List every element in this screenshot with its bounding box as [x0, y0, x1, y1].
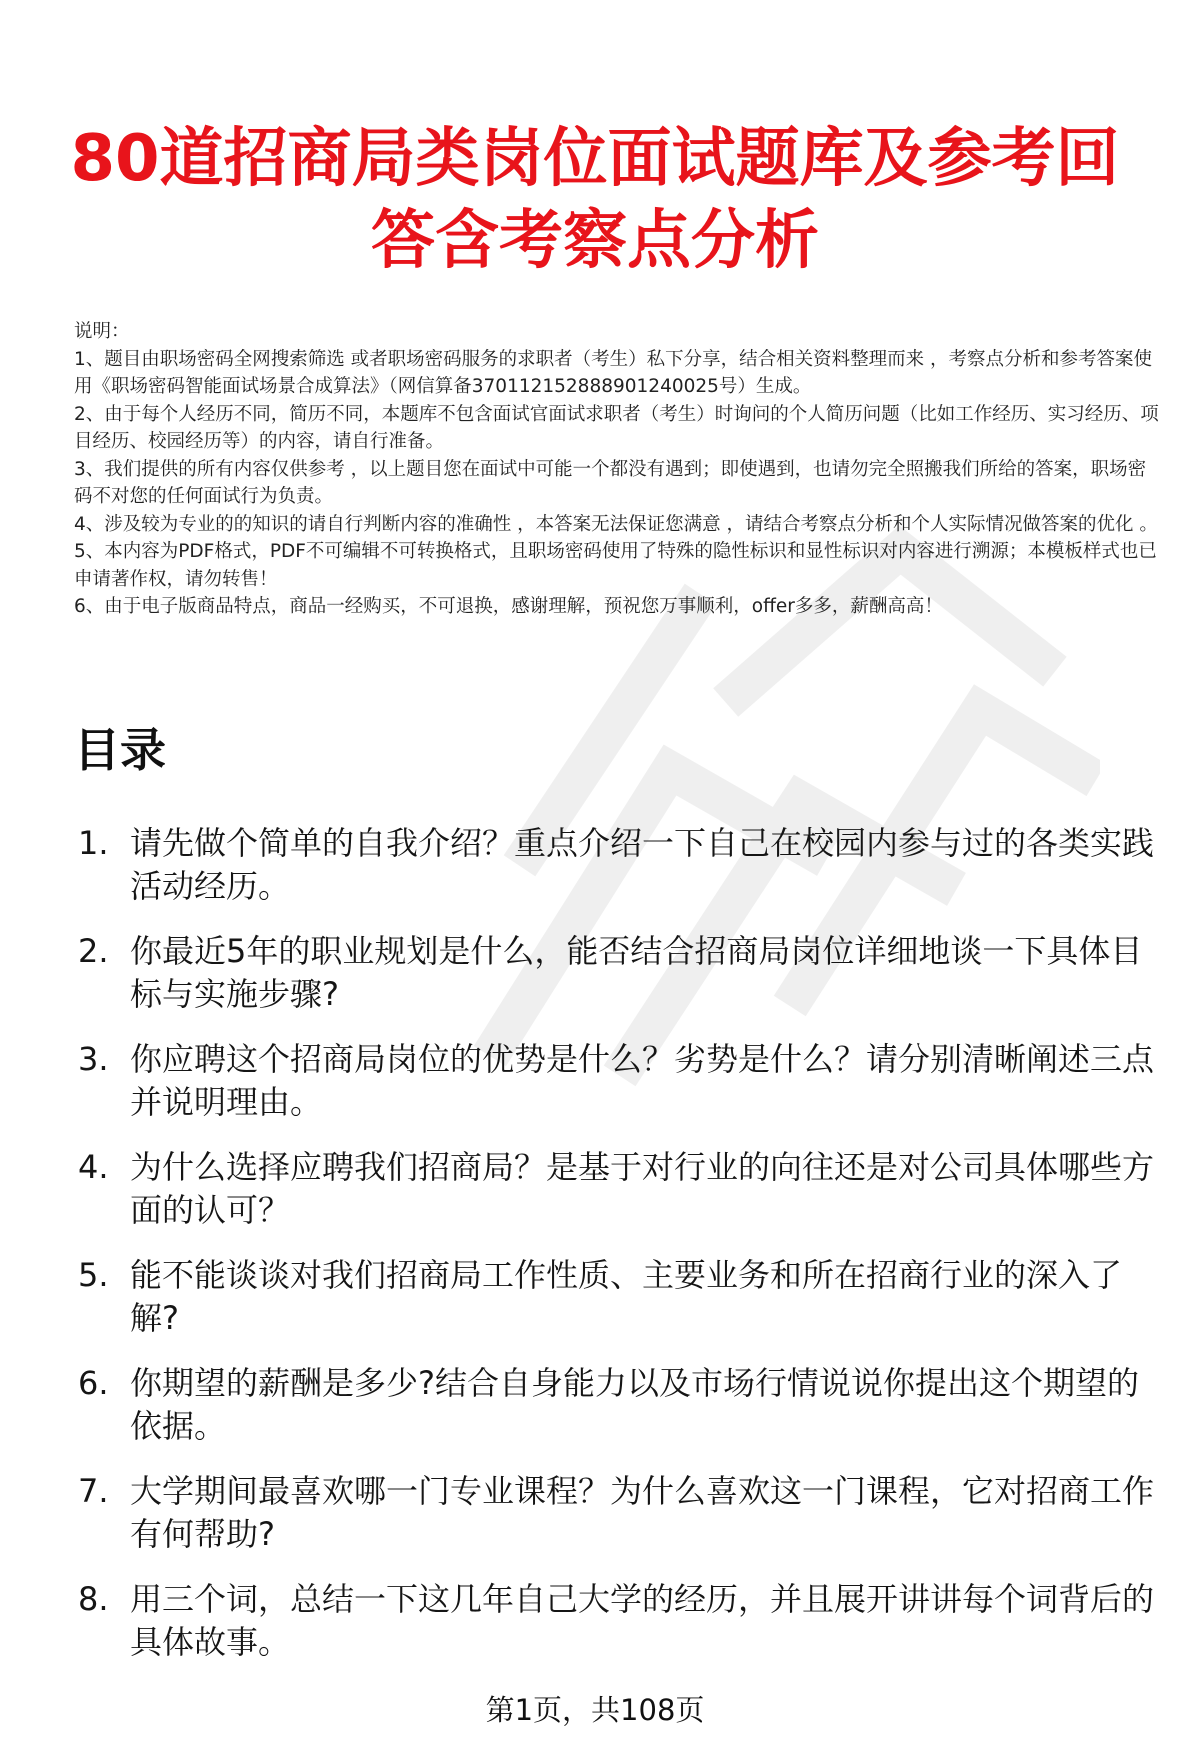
- instructions-heading: 说明：: [74, 321, 130, 342]
- toc-item-text: 你最近5年的职业规划是什么，能否结合招商局岗位详细地谈一下具体目标与实施步骤?: [130, 932, 1143, 1013]
- instruction-item: 3、我们提供的所有内容仅供参考 ，以上题目您在面试中可能一个都没有遇到；即使遇到，也请勿完全照搬我们所给的答案，职场密码不对您的任何面试行为负责。: [74, 458, 1147, 507]
- table-of-contents-list: [78, 822, 1168, 1686]
- toc-item-number: 7.: [78, 1472, 109, 1510]
- toc-item-text: 请先做个简单的自我介绍？重点介绍一下自己在校园内参与过的各类实践活动经历。: [130, 824, 1155, 905]
- toc-item-number: 6.: [78, 1364, 109, 1402]
- toc-item-text: 为什么选择应聘我们招商局？是基于对行业的向往还是对公司具体哪些方面的认可？: [130, 1148, 1155, 1229]
- instruction-item: 5、本内容为PDF格式，PDF不可编辑不可转换格式，且职场密码使用了特殊的隐性标识和显性标识对内容进行溯源；本模板样式也已申请著作权，请勿转售！: [74, 541, 1157, 590]
- toc-item-text: 你期望的薪酬是多少?结合自身能力以及市场行情说说你提出这个期望的依据。: [130, 1364, 1139, 1445]
- toc-item[interactable]: [78, 1578, 1168, 1664]
- toc-item[interactable]: [78, 822, 1168, 908]
- toc-item-text: 用三个词，总结一下这几年自己大学的经历，并且展开讲讲每个词背后的具体故事。: [130, 1580, 1155, 1661]
- table-of-contents-heading: 目录: [74, 723, 166, 777]
- toc-item-number: 5.: [78, 1256, 109, 1294]
- toc-item-number: 1.: [78, 824, 109, 862]
- toc-item[interactable]: [78, 1362, 1168, 1448]
- instruction-item: 4、涉及较为专业的的知识的请自行判断内容的准确性 ，本答案无法保证您满意 ，请结合考察点分析和个人实际情况做答案的优化 。: [74, 513, 1158, 535]
- toc-item-text: 你应聘这个招商局岗位的优势是什么？劣势是什么？请分别清晰阐述三点并说明理由。: [130, 1040, 1155, 1121]
- toc-item-text: 能不能谈谈对我们招商局工作性质、主要业务和所在招商行业的深入了解?: [130, 1256, 1123, 1337]
- toc-item[interactable]: [78, 930, 1168, 1016]
- toc-item[interactable]: [78, 1254, 1168, 1340]
- toc-item[interactable]: [78, 1038, 1168, 1124]
- toc-item-number: 3.: [78, 1040, 109, 1078]
- toc-item-number: 2.: [78, 932, 109, 970]
- instruction-item: 1、题目由职场密码全网搜索筛选 或者职场密码服务的求职者（考生）私下分享，结合相关资料整理而来 ，考察点分析和参考答案使用《职场密码智能面试场景合成算法》（网信算备370112152888901240025号）生成。: [74, 348, 1153, 397]
- toc-item[interactable]: [78, 1146, 1168, 1232]
- toc-item-text: 大学期间最喜欢哪一门专业课程？为什么喜欢这一门课程，它对招商工作有何帮助?: [130, 1472, 1155, 1553]
- instruction-item: 6、由于电子版商品特点，商品一经购买，不可退换，感谢理解，预祝您万事顺利，offer多多，薪酬高高！: [74, 596, 943, 617]
- document-title: 80道招商局类岗位面试题库及参考回答含考察点分析: [70, 122, 1120, 278]
- page-number-footer: 第1页，共108页: [485, 1693, 705, 1727]
- toc-item-number: 8.: [78, 1580, 109, 1618]
- instruction-item: 2、由于每个人经历不同，简历不同，本题库不包含面试官面试求职者（考生）时询问的个人简历问题（比如工作经历、实习经历、项目经历、校园经历等）的内容，请自行准备。: [74, 403, 1159, 452]
- toc-item-number: 4.: [78, 1148, 109, 1186]
- instructions-block: [74, 318, 1160, 621]
- toc-item[interactable]: [78, 1470, 1168, 1556]
